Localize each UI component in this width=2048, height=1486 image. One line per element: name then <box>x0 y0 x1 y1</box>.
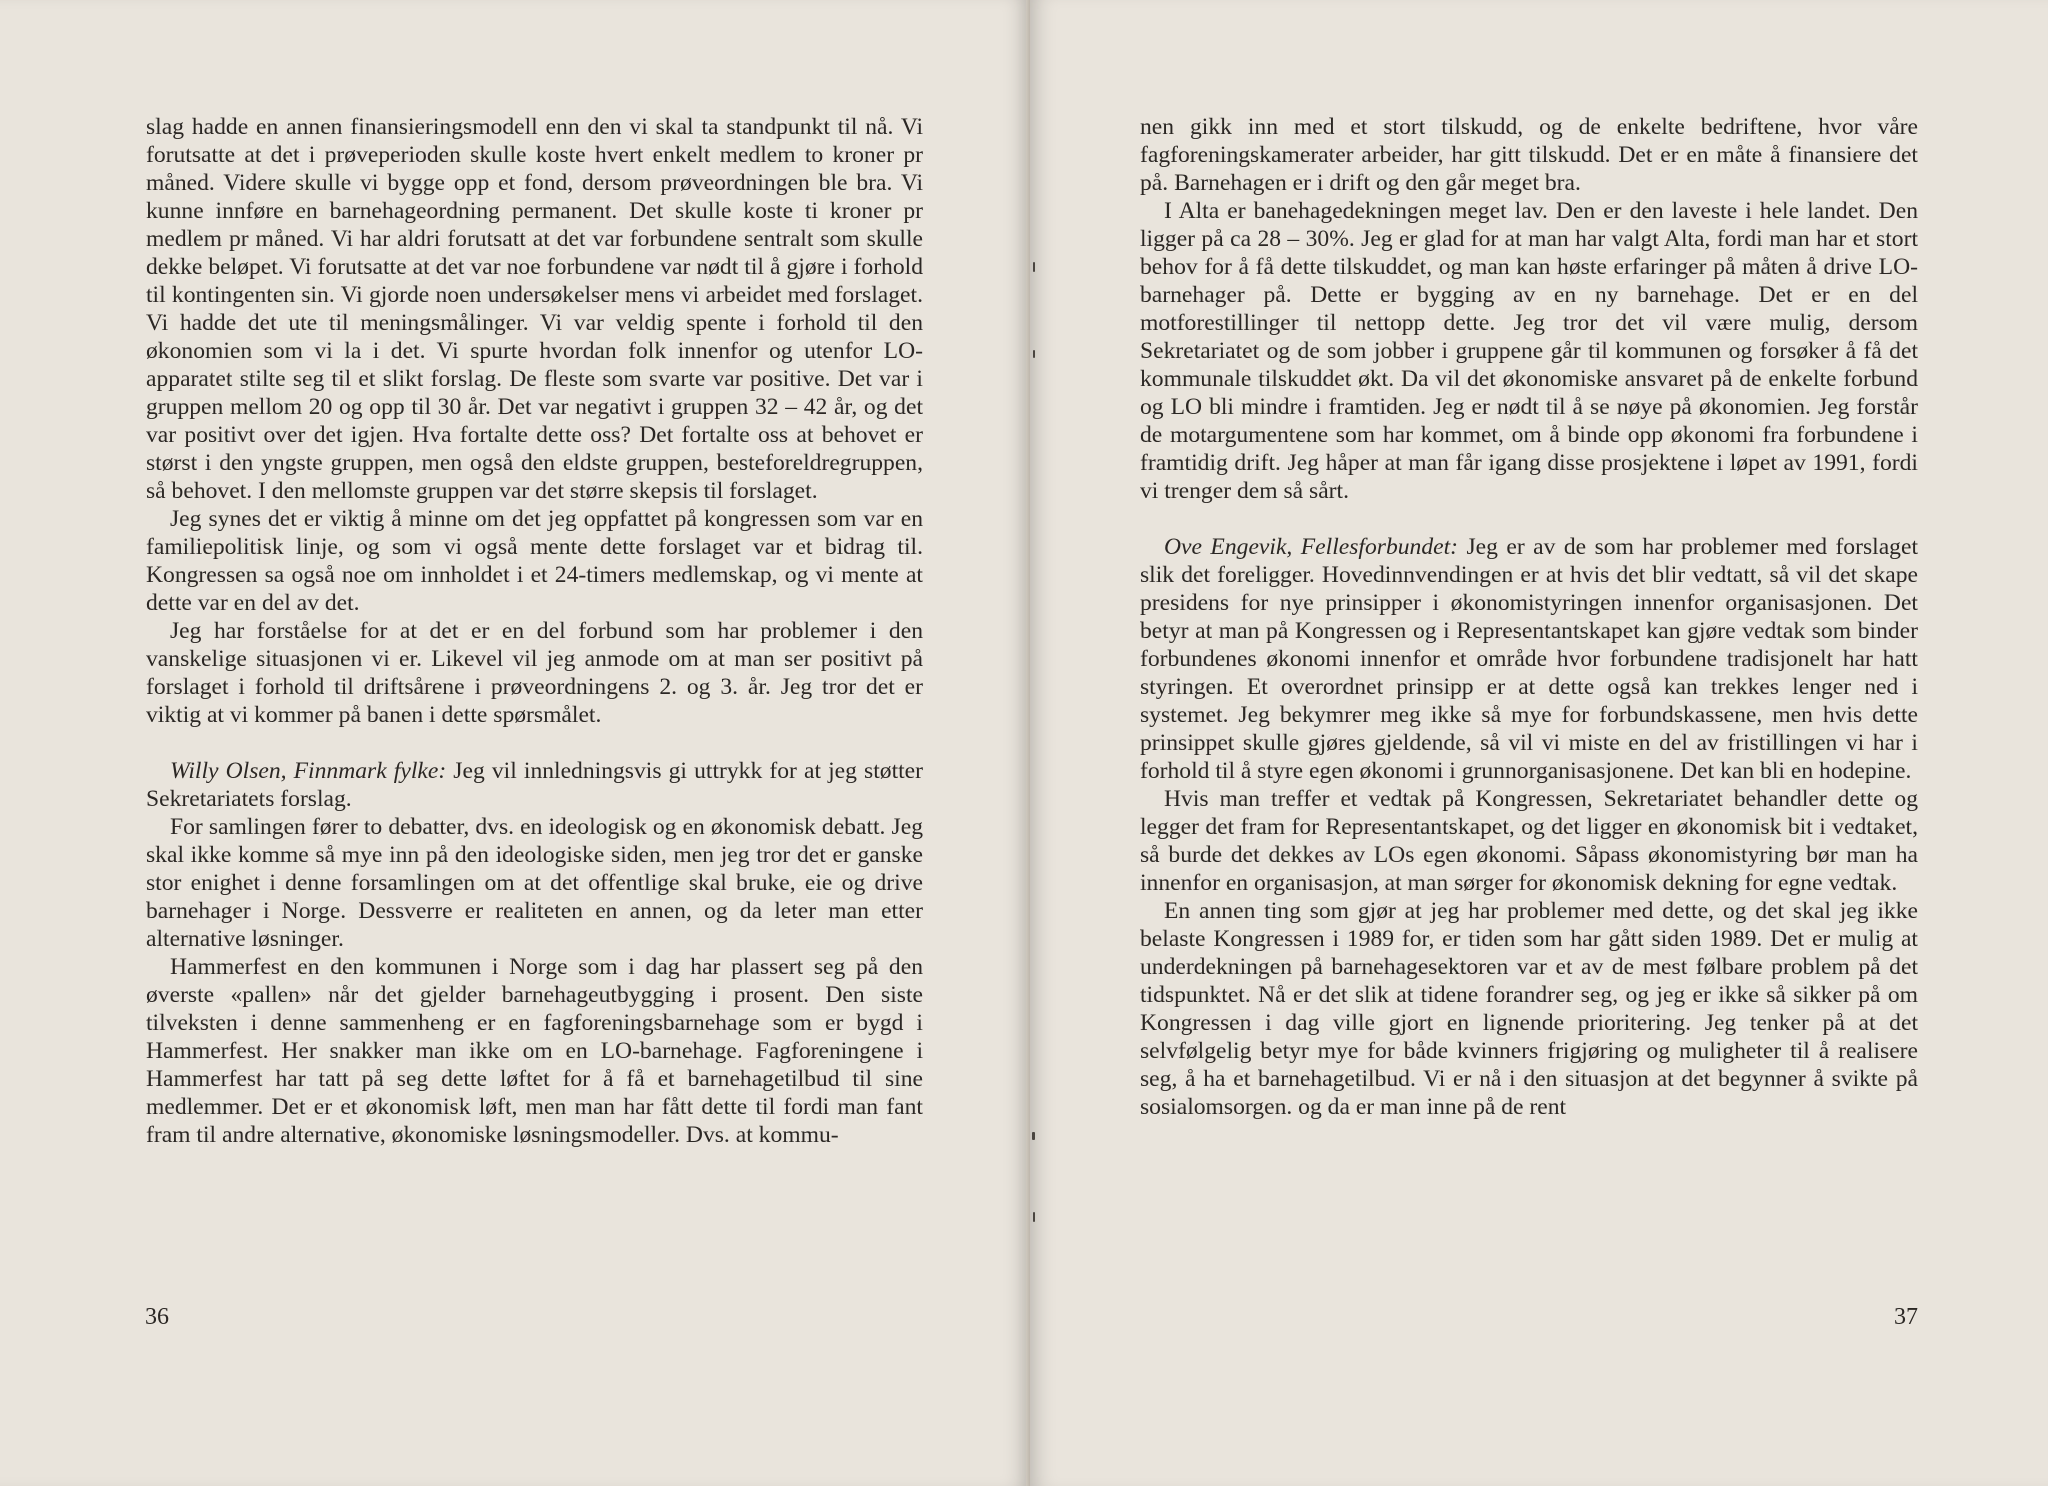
page-number: 36 <box>145 1304 169 1330</box>
speaker-paragraph <box>146 757 923 813</box>
speaker-text: Jeg vil innledningsvis gi uttrykk for at jeg støtter Sekretariatets forslag. <box>146 758 924 812</box>
page-number: 37 <box>1894 1304 1918 1330</box>
speaker-paragraph <box>1140 533 1918 785</box>
margin-mark <box>1033 262 1035 272</box>
paragraph: I Alta er banehagedekningen meget lav. Den er den laveste i hele landet. Den ligger på ca 28 – 30%. Jeg er glad for at man har valgt Alta, fordi man har et stort behov for å få dette tilskuddet, og man kan høste erfaringer på måten å drive LO-barnehager på. Dette er bygging av en ny barnehage. Det er en del motforestillinger til nettopp dette. Jeg tror det vil være mulig, dersom Sekretariatet og de som jobber i gruppene går til kommunen og forsøker å få det kommunale tilskuddet økt. Da vil det økonomiske ansvaret på de enkelte forbund og LO bli mindre i framtiden. Jeg er nødt til å se nøye på økonomien. Jeg forstår de motargumentene som har kommet, om å binde opp økonomi fra forbundene i framtidig drift. Jeg håper at man får igang disse prosjektene i løpet av 1991, fordi vi trenger dem så sårt. <box>1140 198 1918 504</box>
paragraph: Jeg har forståelse for at det er en del forbund som har problemer i den vanskelige situasjonen vi er. Likevel vil jeg anmode om at man ser positivt på forslaget i forhold til driftsårene i prøveordningens 2. og 3. år. Jeg tror det er viktig at vi kommer på banen i dette spørsmålet. <box>146 618 923 728</box>
paragraph: Hammerfest en den kommunen i Norge som i dag har plassert seg på den øverste «pallen» når det gjelder barnehageutbygging i prosent. Den siste tilveksten i denne sammenheng er en fagforeningsbarnehage som er bygd i Hammerfest. Her snakker man ikke om en LO-barnehage. Fagforeningene i Hammerfest har tatt på seg dette løftet for å få et barnehagetilbud til sine medlemmer. Det er et økonomisk løft, men man har fått dette til fordi man fant fram til andre alternative, økonomiske løsningsmodeller. Dvs. at kommu- <box>146 954 923 1148</box>
margin-mark <box>1033 1212 1035 1222</box>
margin-mark <box>1033 350 1035 358</box>
speaker-name: Ove Engevik, Fellesforbundet: <box>1164 534 1459 560</box>
speaker-text: Jeg er av de som har problemer med forslaget slik det foreligger. Hovedinnvendingen er at hvis det blir vedtatt, så vil det skape presidens for nye prinsipper i økonomistyringen innenfor organisasjonen. Det betyr at man på Kongressen og i Representantskapet kan gjøre vedtak som binder forbundenes økonomi innenfor et område hvor forbundene tradisjonelt har hatt styringen. Et overordnet prinsipp er at dette også kan trekkes lenger ned i systemet. Jeg bekymrer meg ikke så mye for forbundskassene, men hvis dette prinsippet skulle gjøres gjeldende, så vil vi miste en del av fristillingen vi har i forhold til å styre egen økonomi i grunnorganisasjonene. Det kan bli en hodepine. <box>1140 534 1918 784</box>
speaker-name: Willy Olsen, Finnmark fylke: <box>170 758 447 784</box>
paragraph: slag hadde en annen finansieringsmodell enn den vi skal ta standpunkt til nå. Vi forutsatte at det i prøveperioden skulle koste hvert enkelt medlem to kroner pr måned. Videre skulle vi bygge opp et fond, dersom prøveordningen ble bra. Vi kunne innføre en barnehageordning permanent. Det skulle koste ti kroner pr medlem pr måned. Vi har aldri forutsatt at det var forbundene sentralt som skulle dekke beløpet. Vi forutsatte at det var noe forbundene var nødt til å gjøre i forhold til kontingenten sin. Vi gjorde noen undersøkelser mens vi arbeidet med forslaget. Vi hadde det ute til meningsmålinger. Vi var veldig spente i forhold til den økonomien som vi la i det. Vi spurte hvordan folk innenfor og utenfor LO-apparatet stilte seg til et slikt forslag. De fleste som svarte var positive. Det var i gruppen mellom 20 og opp til 30 år. Det var negativt i gruppen 32 – 42 år, og det var positivt over det igjen. Hva fortalte dette oss? Det fortalte oss at behovet er størst i den yngste gruppen, men også den eldste gruppen, besteforeldregruppen, så behovet. I den mellomste gruppen var det større skepsis til forslaget. <box>146 114 923 504</box>
paragraph: Jeg synes det er viktig å minne om det jeg oppfattet på kongressen som var en familiepolitisk linje, og som vi også mente dette forslaget var et bidrag til. Kongressen sa også noe om innholdet i et 24-timers medlemskap, og vi mente at dette var en del av det. <box>146 506 923 616</box>
margin-mark <box>1032 1132 1035 1140</box>
left-page-text <box>146 113 923 1149</box>
paragraph: En annen ting som gjør at jeg har problemer med dette, og det skal jeg ikke belaste Kongressen i 1989 for, er tiden som har gått siden 1989. Det er mulig at underdekningen på barnehagesektoren var et av de mest følbare problem på det tidspunktet. Nå er det slik at tidene forandrer seg, og jeg er ikke så sikker på om Kongressen i dag ville gjort en lignende prioritering. Jeg tenker på at det selvfølgelig betyr mye for både kvinners frigjøring og muligheter til å realisere seg, å ha et barnehagetilbud. Vi er nå i den situasjon at det begynner å svikte på sosialomsorgen. og da er man inne på de rent <box>1140 898 1918 1120</box>
paragraph: nen gikk inn med et stort tilskudd, og de enkelte bedriftene, hvor våre fagforeningskamerater arbeider, har gitt tilskudd. Det er en måte å finansiere det på. Barnehagen er i drift og den går meget bra. <box>1140 114 1918 196</box>
paragraph: Hvis man treffer et vedtak på Kongressen, Sekretariatet behandler dette og legger det fram for Representantskapet, og det ligger en økonomisk bit i vedtaket, så burde det dekkes av LOs egen økonomi. Såpass økonomistyring bør man ha innenfor en organisasjon, at man sørger for økonomisk dekning for egne vedtak. <box>1140 786 1918 896</box>
paragraph: For samlingen fører to debatter, dvs. en ideologisk og en økonomisk debatt. Jeg skal ikke komme så mye inn på den ideologiske siden, men jeg tror det er ganske stor enighet i denne forsamlingen om at det offentlige skal bruke, eie og drive barnehager i Norge. Dessverre er realiteten en annen, og da leter man etter alternative løsninger. <box>146 814 923 952</box>
right-page-text <box>1140 113 1918 1121</box>
